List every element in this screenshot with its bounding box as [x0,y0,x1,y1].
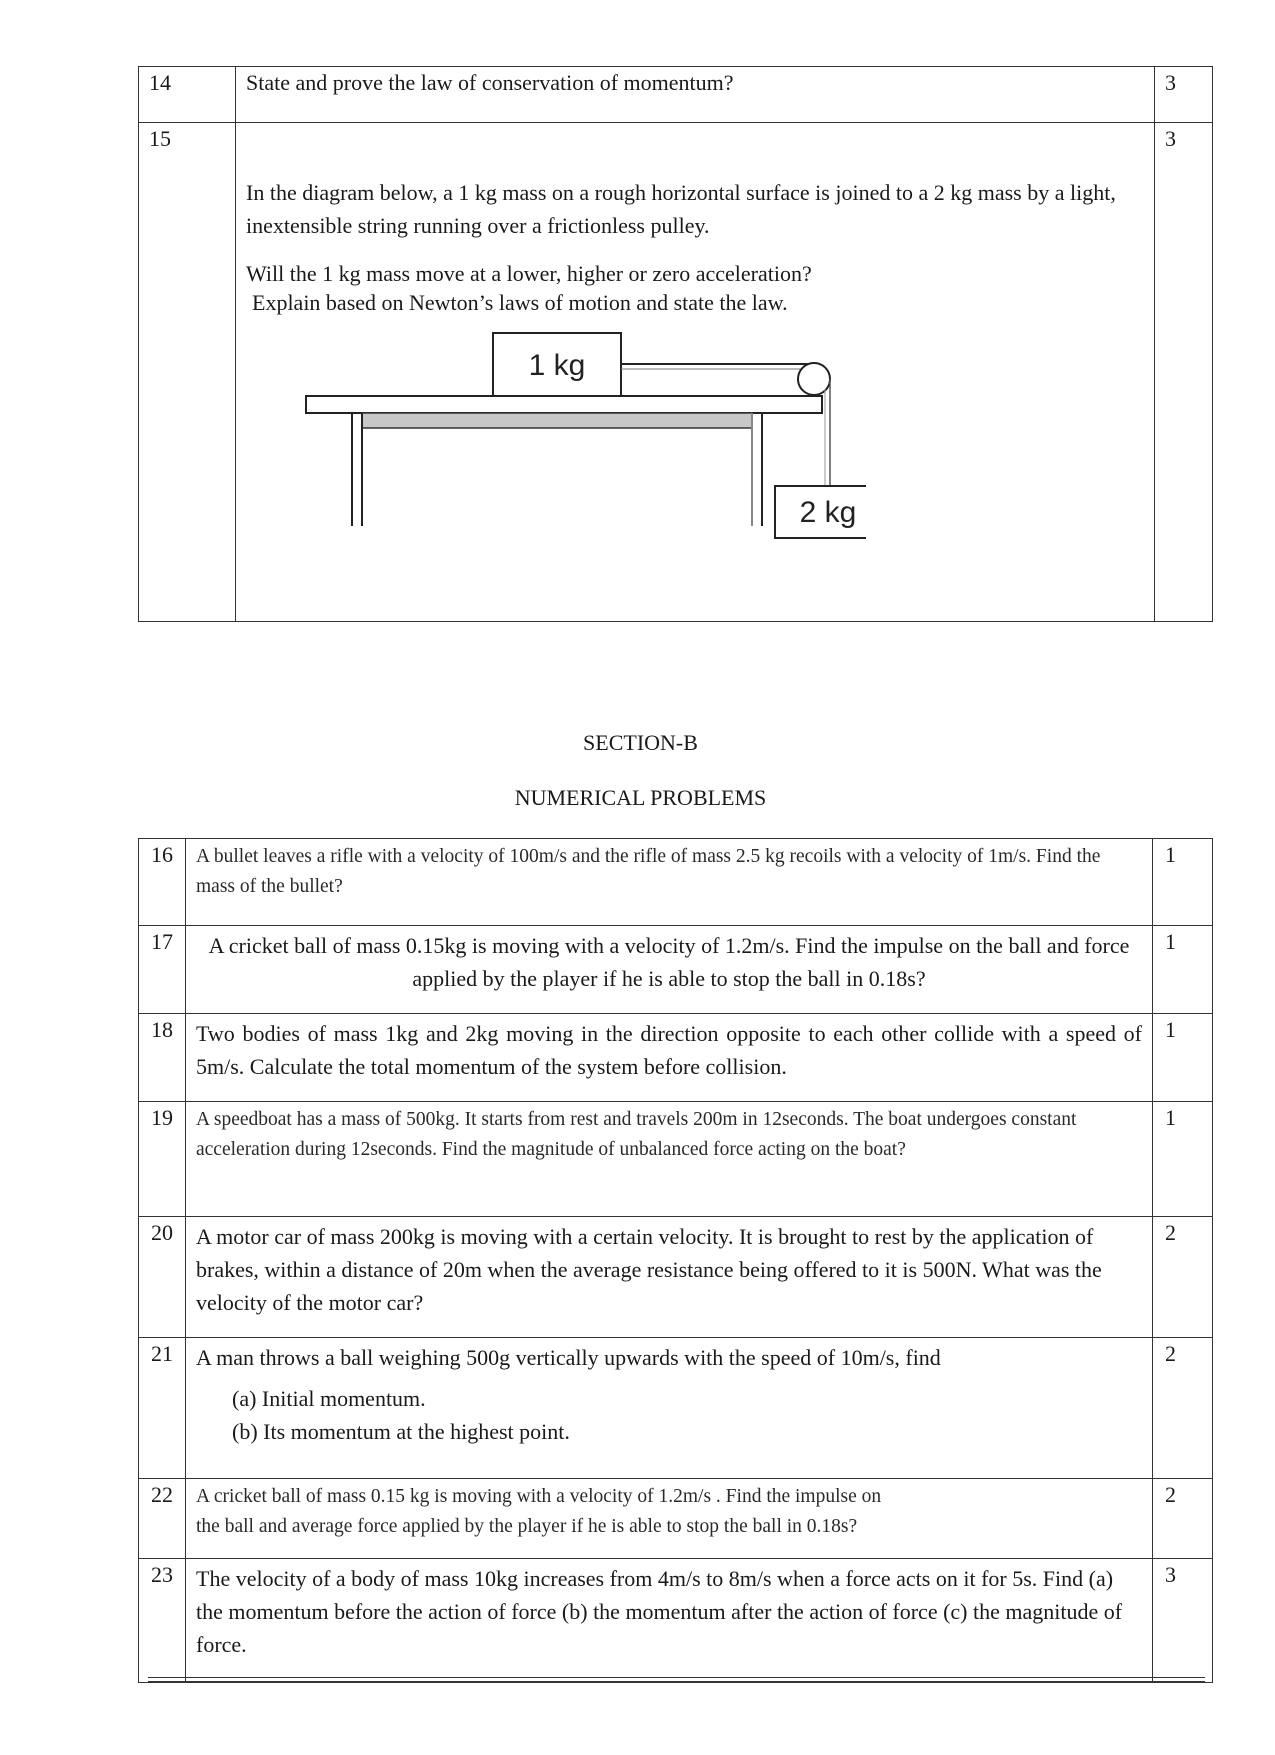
question-number: 19 [139,1102,186,1217]
question-number: 15 [139,123,236,622]
question-text-line: the ball and average force applied by the player if he is able to stop the ball in 0.18s? [196,1516,858,1537]
question-row-19 [139,1102,1213,1217]
footer-rule [148,1677,1205,1678]
table-shelf [362,413,752,428]
question-row-18 [139,1014,1213,1102]
sub-question-b: (b) Its momentum at the highest point. [232,1419,570,1444]
question-row-14 [139,67,1213,123]
section-subtitle: NUMERICAL PROBLEMS [514,785,767,810]
question-text: A speedboat has a mass of 500kg. It starts from rest and travels 200m in 12seconds. The boat undergoes constant acceleration during 12seconds. Find the magnitude of unbalanced force acting on the boat? [186,1102,1153,1217]
question-marks: 1 [1153,926,1213,1014]
block-2kg-label: 2 kg [799,496,857,529]
question-number: 23 [139,1559,186,1683]
question-cell [236,123,1155,622]
question-marks: 2 [1153,1217,1213,1338]
question-cell [186,1338,1153,1479]
question-row-16 [139,839,1213,926]
sub-question-a: (a) Initial momentum. [232,1386,426,1411]
question-marks: 1 [1153,839,1213,926]
block-1kg-label: 1 kg [528,349,586,382]
question-marks: 3 [1153,1559,1213,1683]
pulley-diagram [246,329,866,559]
question-text-paragraph: In the diagram below, a 1 kg mass on a rough horizontal surface is joined to a 2 kg mass by a light, inextensible string running over a frictionless pulley. [246,180,1116,238]
top-question-table [138,66,1213,622]
question-number: 17 [139,926,186,1014]
question-row-23 [139,1559,1213,1683]
question-marks: 1 [1153,1014,1213,1102]
question-text: A motor car of mass 200kg is moving with a certain velocity. It is brought to rest by the application of brakes, within a distance of 20m when the average resistance being offered to it is 500N. What was the velocity of the motor car? [186,1217,1153,1338]
question-number: 22 [139,1479,186,1559]
question-text-paragraph: Explain based on Newton’s laws of motion and state the law. [252,290,788,315]
question-marks: 2 [1153,1479,1213,1559]
question-text: Two bodies of mass 1kg and 2kg moving in the direction opposite to each other collide with a speed of 5m/s. Calculate the total momentum of the system before collision. [186,1014,1153,1102]
question-row-21 [139,1338,1213,1479]
question-text: A man throws a ball weighing 500g vertically upwards with the speed of 10m/s, find [196,1345,941,1370]
question-text: A bullet leaves a rifle with a velocity of 100m/s and the rifle of mass 2.5 kg recoils with a velocity of 1m/s. Find the mass of the bullet? [186,839,1153,926]
section-title: SECTION-B [583,730,698,755]
question-number: 20 [139,1217,186,1338]
question-text: State and prove the law of conservation of momentum? [236,67,1155,123]
question-text-line: A cricket ball of mass 0.15 kg is moving with a velocity of 1.2m/s . Find the impulse on [196,1486,882,1507]
question-row-22 [139,1479,1213,1559]
question-marks: 3 [1155,123,1213,622]
question-marks: 2 [1153,1338,1213,1479]
question-row-17 [139,926,1213,1014]
table-top [306,396,822,413]
question-cell [186,1479,1153,1559]
question-number: 16 [139,839,186,926]
question-marks: 3 [1155,67,1213,123]
footer-rule [148,1681,1205,1682]
question-number: 18 [139,1014,186,1102]
question-row-20 [139,1217,1213,1338]
question-text: A cricket ball of mass 0.15kg is moving with a velocity of 1.2m/s. Find the impulse on the ball and force applied by the player if he is able to stop the ball in 0.18s? [186,926,1153,1014]
sub-question-list [232,1382,1142,1448]
question-text: The velocity of a body of mass 10kg increases from 4m/s to 8m/s when a force acts on it for 5s. Find (a) the momentum before the action of force (b) the momentum after the action of force (c) the magnitude of force. [186,1559,1153,1683]
question-number: 21 [139,1338,186,1479]
question-number: 14 [139,67,236,123]
question-row-15 [139,123,1213,622]
numerical-problems-table [138,838,1213,1683]
question-marks: 1 [1153,1102,1213,1217]
question-text-paragraph: Will the 1 kg mass move at a lower, higher or zero acceleration? [246,261,812,286]
